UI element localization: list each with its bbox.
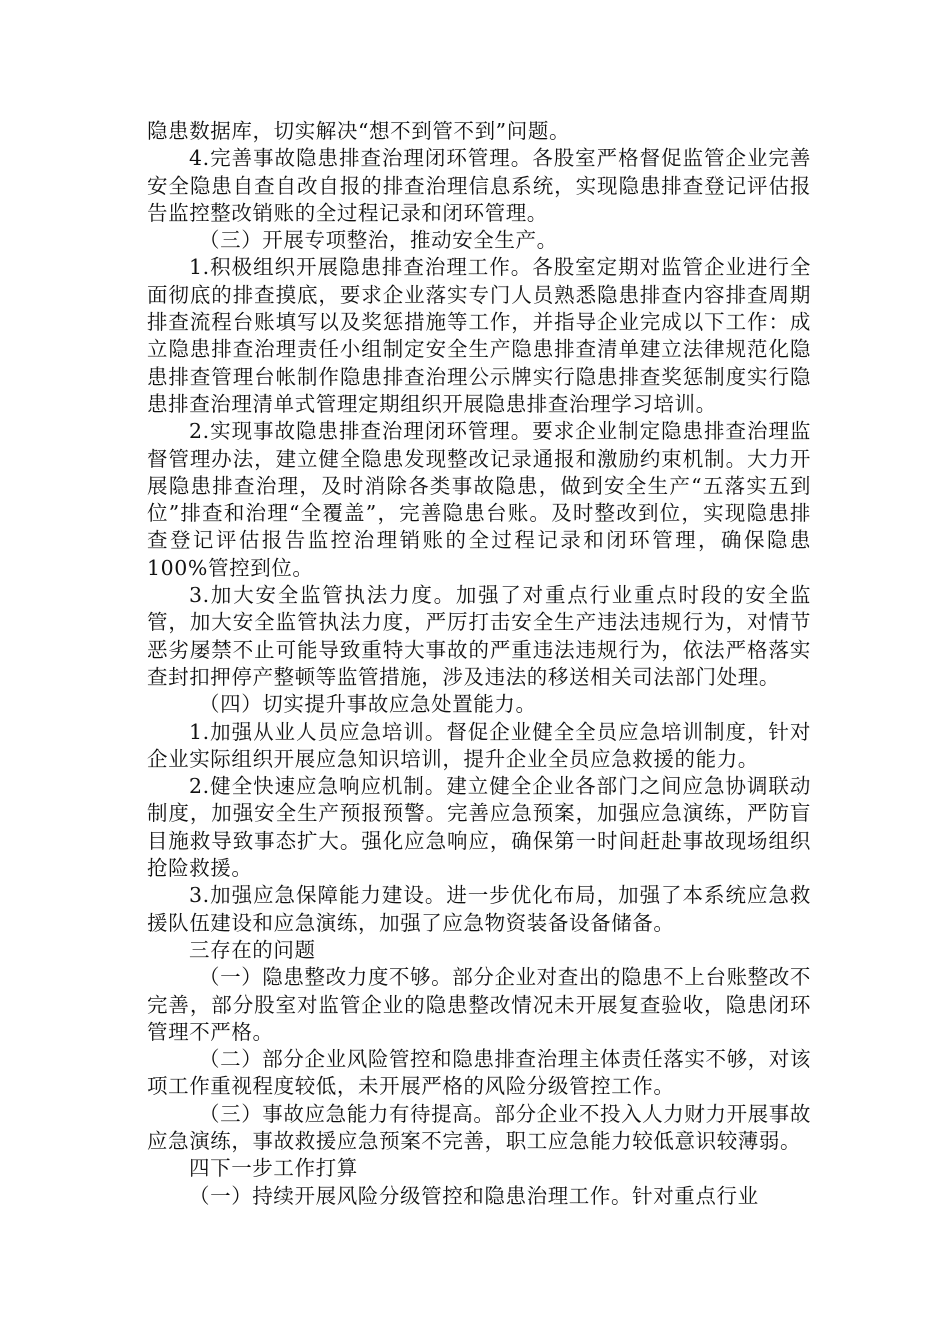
heading-next-steps: 四下一步工作打算 [189, 1156, 358, 1181]
section-heading-3: （三）开展专项整治，推动安全生产。 [199, 228, 558, 253]
paragraph-14: （三）事故应急能力有待提高。部分企业不投入人力财力开展事故应急演练，事故救援应急预案不完善，职工应急能力较低意识较薄弱。 [147, 1101, 811, 1153]
paragraph-12: （一）隐患整改力度不够。部分企业对查出的隐患不上台账整改不完善，部分股室对监管企业的隐患整改情况未开展复查验收，隐患闭环管理不严格。 [147, 965, 811, 1044]
paragraph-16: （一）持续开展风险分级管控和隐患治理工作。针对重点行业 [189, 1183, 759, 1208]
paragraph-13: （二）部分企业风险管控和隐患排查治理主体责任落实不够，对该项工作重视程度较低，未开展严格的风险分级管控工作。 [147, 1047, 811, 1099]
heading-problems: 三存在的问题 [189, 937, 316, 962]
paragraph-2: 4.完善事故隐患排查治理闭环管理。各股室严格督促监管企业完善安全隐患自查自改自报的排查治理信息系统，实现隐患排查登记评估报告监控整改销账的全过程记录和闭环管理。 [147, 146, 811, 225]
paragraph-9: 2.健全快速应急响应机制。建立健全企业各部门之间应急协调联动制度，加强安全生产预报预警。完善应急预案，加强应急演练，严防盲目施救导致事态扩大。强化应急响应，确保第一时间赶赴事故现场组织抢险救援。 [147, 774, 811, 881]
paragraph-4: 1.积极组织开展隐患排查治理工作。各股室定期对监管企业进行全面彻底的排查摸底，要求企业落实专门人员熟悉隐患排查内容排查周期排查流程台账填写以及奖惩措施等工作，并指导企业完成以下工作：成立隐患排查治理责任小组制定安全生产隐患排查清单建立法律规范化隐患排查管理台帐制作隐患排查治理公示牌实行隐患排查奖惩制度实行隐患排查治理清单式管理定期组织开展隐患排查治理学习培训。 [147, 255, 811, 416]
document-page [147, 118, 811, 1210]
paragraph-1: 隐患数据库，切实解决“想不到管不到”问题。 [147, 119, 571, 143]
section-heading-4: （四）切实提升事故应急处置能力。 [199, 692, 537, 717]
paragraph-8: 1.加强从业人员应急培训。督促企业健全全员应急培训制度，针对企业实际组织开展应急知识培训，提升企业全员应急救援的能力。 [147, 719, 811, 771]
paragraph-10: 3.加强应急保障能力建设。进一步优化布局，加强了本系统应急救援队伍建设和应急演练，加强了应急物资装备设备储备。 [147, 883, 811, 935]
paragraph-6: 3.加大安全监管执法力度。加强了对重点行业重点时段的安全监管，加大安全监管执法力度，严厉打击安全生产违法违规行为，对情节恶劣屡禁不止可能导致重特大事故的严重违法违规行为，依法严格落实查封扣押停产整顿等监管措施，涉及违法的移送相关司法部门处理。 [147, 583, 811, 689]
paragraph-5: 2.实现事故隐患排查治理闭环管理。要求企业制定隐患排查治理监督管理办法，建立健全隐患发现整改记录通报和激励约束机制。大力开展隐患排查治理，及时消除各类事故隐患，做到安全生产“五落实五到位”排查和治理“全覆盖”，完善隐患台账。及时整改到位，实现隐患排查登记评估报告监控治理销账的全过程记录和闭环管理，确保隐患100%管控到位。 [147, 419, 811, 580]
